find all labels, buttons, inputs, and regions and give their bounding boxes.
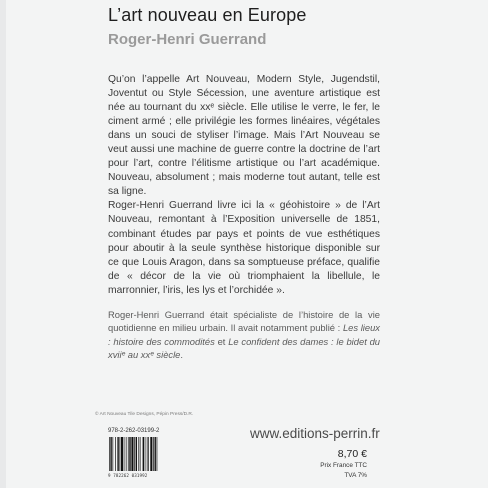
bio-text: et xyxy=(214,335,229,347)
barcode-icon xyxy=(108,437,172,475)
isbn-number: 978-2-262-03199-2 xyxy=(108,428,160,434)
blurb-paragraph-2: Roger-Henri Guerrand livre ici la « géohistoire » de l’Art Nouveau, remontant à l’Exposition universelle de 1851, combinant études par pays et points de vue esthétiques pour aboutir à la seule synthèse historique disponible sur ce que Louis Aragon, dans sa somptueuse préface, qualifie de « décor de la vie où triomphaient la libellule, le marronnier, l’iris, les lys et l’orchidée ». xyxy=(108,200,380,296)
image-credit: © Art Nouveau Tile Designs, Pépin Press/D.R. xyxy=(95,412,194,417)
bio-work-title: Le confident des dames : le bidet du xviiᵉ au xxᵉ siècle xyxy=(108,335,381,360)
bio-work-title: Les lieux : histoire des commodités xyxy=(108,322,380,347)
price-label: Prix France TTC xyxy=(320,462,367,469)
blurb-paragraph-1: Qu’on l’appelle Art Nouveau, Modern Style, Jugendstil, Joventut ou Style Sécession, une aventure artistique est née au tournant du xxᵉ siècle. Elle utilise le verre, le fer, le ciment armé ; elle privilégie les formes linéaires, végétales dans un souci de styliser l’image. Mais l’Art Nouveau se veut aussi une machine de guerre contre la doctrine de l’art pour l’art, contre l’élitisme artistique ou l’art académique. Nouveau, absolument ; mais moderne tout autant, telle est sa ligne. xyxy=(108,74,380,198)
book-author: Roger-Henri Guerrand xyxy=(108,31,267,48)
author-bio xyxy=(108,308,380,361)
publisher-website: www.editions-perrin.fr xyxy=(250,426,380,441)
bio-text: Roger-Henri Guerrand était spécialiste de l’histoire de la vie quotidienne en milieu urbain. Il avait notamment publié : xyxy=(108,309,380,334)
price-amount: 8,70 € xyxy=(337,448,367,460)
book-title: L’art nouveau en Europe xyxy=(108,5,307,25)
tax-label: TVA 7% xyxy=(344,472,367,479)
bio-text: . xyxy=(180,348,183,360)
author-bio-paragraph xyxy=(108,308,380,361)
barcode-digits: 9 782262 031992 xyxy=(108,473,148,478)
back-cover-blurb xyxy=(108,73,380,298)
